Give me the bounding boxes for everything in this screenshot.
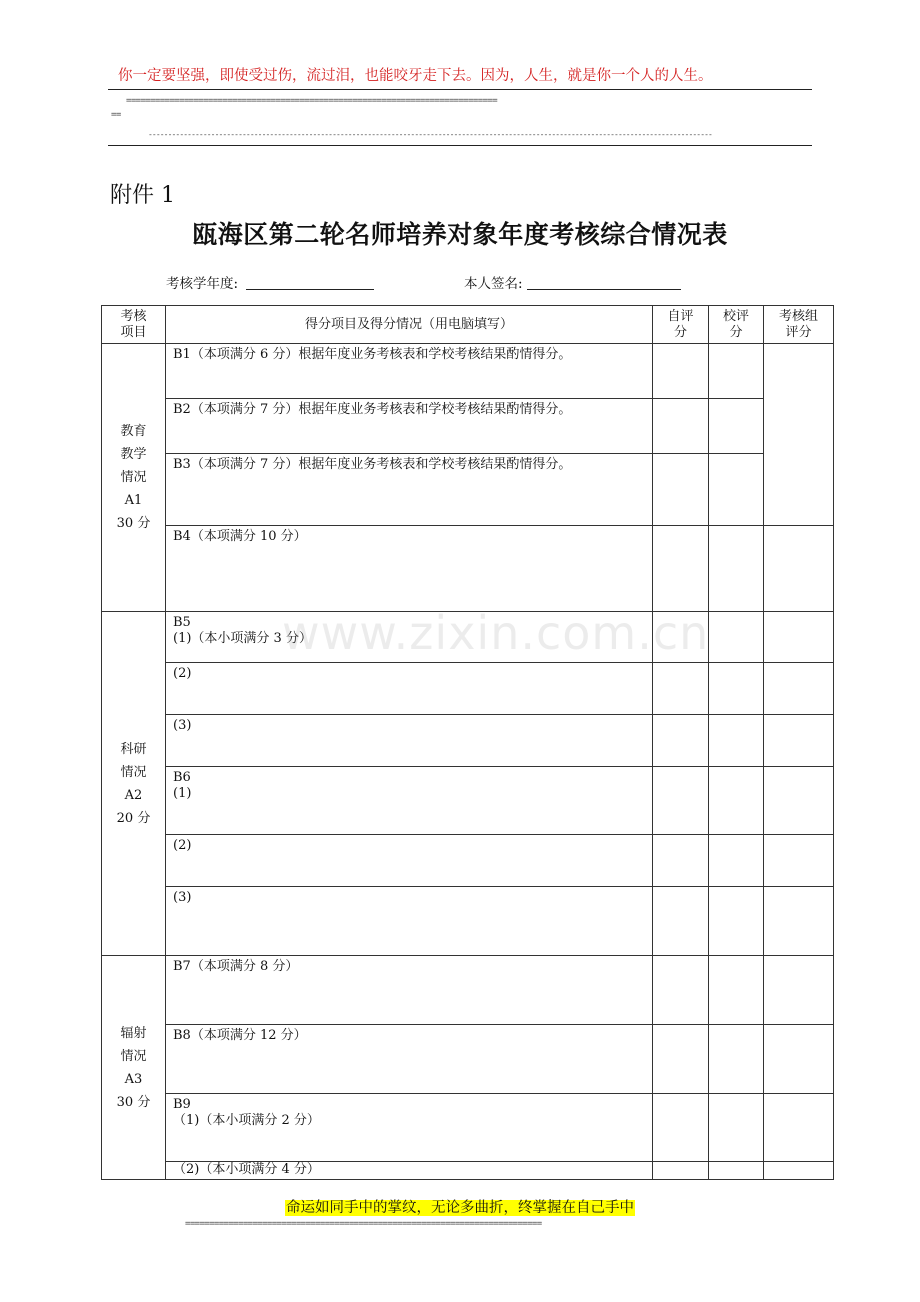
attachment-label: 附件 1 <box>110 183 175 208</box>
self-score-cell[interactable] <box>653 526 709 612</box>
header-motto: 你一定要坚强，即使受过伤，流过泪，也能咬牙走下去。因为，人生，就是你一个人的人生。 <box>118 68 713 84</box>
header-panel-score: 考核组 评分 <box>764 306 834 344</box>
assessment-table <box>101 305 834 1180</box>
item-b2[interactable]: B2（本项满分 7 分）根据年度业务考核表和学校考核结果酌情得分。 <box>166 399 653 454</box>
self-score-cell[interactable] <box>653 612 709 663</box>
item-b9-2[interactable]: （2)（本小项满分 4 分） <box>166 1162 653 1180</box>
school-score-cell[interactable] <box>709 715 764 767</box>
table-row <box>102 612 834 663</box>
school-score-cell[interactable] <box>709 835 764 887</box>
category-a2: 科研 情况 A2 20 分 <box>102 612 166 956</box>
panel-score-cell[interactable] <box>764 887 834 956</box>
item-b8[interactable]: B8（本项满分 12 分） <box>166 1025 653 1094</box>
self-score-cell[interactable] <box>653 715 709 767</box>
item-b5-3[interactable]: (3) <box>166 715 653 767</box>
panel-score-cell[interactable] <box>764 835 834 887</box>
header-rule-top <box>108 89 812 90</box>
footer-motto <box>0 1196 920 1217</box>
school-score-cell[interactable] <box>709 1094 764 1162</box>
header-equals-line: ============================================================================= <box>126 96 498 106</box>
panel-score-cell[interactable] <box>764 344 834 526</box>
table-row <box>102 1094 834 1162</box>
item-b5-2[interactable]: (2) <box>166 663 653 715</box>
item-b3[interactable]: B3（本项满分 7 分）根据年度业务考核表和学校考核结果酌情得分。 <box>166 454 653 526</box>
school-score-cell[interactable] <box>709 454 764 526</box>
item-b6-1[interactable]: B6 (1) <box>166 767 653 835</box>
header-items: 得分项目及得分情况（用电脑填写） <box>166 306 653 344</box>
header-equals-line-wrap: == <box>111 110 121 120</box>
self-score-cell[interactable] <box>653 344 709 399</box>
self-score-cell[interactable] <box>653 1162 709 1180</box>
school-score-cell[interactable] <box>709 612 764 663</box>
self-score-cell[interactable] <box>653 767 709 835</box>
year-label: 考核学年度: <box>166 276 239 292</box>
footer-equals-line: ========================================================================== <box>185 1219 542 1229</box>
item-b9-1[interactable]: B9 （1)（本小项满分 2 分） <box>166 1094 653 1162</box>
table-row <box>102 526 834 612</box>
panel-score-cell[interactable] <box>764 956 834 1025</box>
table-row <box>102 663 834 715</box>
self-score-cell[interactable] <box>653 1025 709 1094</box>
item-b5-1[interactable]: B5 (1)（本小项满分 3 分） <box>166 612 653 663</box>
year-blank[interactable] <box>246 275 374 290</box>
self-score-cell[interactable] <box>653 399 709 454</box>
panel-score-cell[interactable] <box>764 612 834 663</box>
footer-motto-text: 命运如同手中的掌纹，无论多曲折，终掌握在自己手中 <box>286 1200 634 1216</box>
table-row <box>102 1162 834 1180</box>
year-field <box>166 272 374 292</box>
table-row <box>102 1025 834 1094</box>
item-b6-2[interactable]: (2) <box>166 835 653 887</box>
category-a3: 辐射 情况 A3 30 分 <box>102 956 166 1180</box>
header-self-score: 自评 分 <box>653 306 709 344</box>
table-row <box>102 344 834 399</box>
panel-score-cell[interactable] <box>764 1094 834 1162</box>
item-b1[interactable]: B1（本项满分 6 分）根据年度业务考核表和学校考核结果酌情得分。 <box>166 344 653 399</box>
panel-score-cell[interactable] <box>764 767 834 835</box>
panel-score-cell[interactable] <box>764 526 834 612</box>
self-score-cell[interactable] <box>653 1094 709 1162</box>
self-score-cell[interactable] <box>653 887 709 956</box>
school-score-cell[interactable] <box>709 1025 764 1094</box>
signature-label: 本人签名: <box>464 276 523 292</box>
header-dash-line: ------------------------------------------------------------------------------------------------------------------------------------------------ <box>148 130 712 139</box>
school-score-cell[interactable] <box>709 1162 764 1180</box>
page-title: 瓯海区第二轮名师培养对象年度考核综合情况表 <box>192 220 728 249</box>
panel-score-cell[interactable] <box>764 1162 834 1180</box>
table-header-row <box>102 306 834 344</box>
table-row <box>102 767 834 835</box>
signature-blank[interactable] <box>527 275 681 290</box>
self-score-cell[interactable] <box>653 835 709 887</box>
school-score-cell[interactable] <box>709 956 764 1025</box>
school-score-cell[interactable] <box>709 344 764 399</box>
item-b7[interactable]: B7（本项满分 8 分） <box>166 956 653 1025</box>
school-score-cell[interactable] <box>709 767 764 835</box>
header-school-score: 校评 分 <box>709 306 764 344</box>
item-b6-3[interactable]: (3) <box>166 887 653 956</box>
panel-score-cell[interactable] <box>764 715 834 767</box>
school-score-cell[interactable] <box>709 399 764 454</box>
school-score-cell[interactable] <box>709 887 764 956</box>
self-score-cell[interactable] <box>653 663 709 715</box>
self-score-cell[interactable] <box>653 956 709 1025</box>
header-rule-bottom <box>108 145 812 146</box>
category-a1: 教育 教学 情况 A1 30 分 <box>102 344 166 612</box>
signature-field <box>464 272 681 292</box>
table-row <box>102 399 834 454</box>
table-row <box>102 956 834 1025</box>
table-row <box>102 887 834 956</box>
panel-score-cell[interactable] <box>764 663 834 715</box>
item-b4[interactable]: B4（本项满分 10 分） <box>166 526 653 612</box>
header-category: 考核 项目 <box>102 306 166 344</box>
school-score-cell[interactable] <box>709 663 764 715</box>
table-row <box>102 715 834 767</box>
watermark: www.zixin.com.cn <box>282 606 710 660</box>
table-row <box>102 454 834 526</box>
school-score-cell[interactable] <box>709 526 764 612</box>
panel-score-cell[interactable] <box>764 1025 834 1094</box>
table-row <box>102 835 834 887</box>
self-score-cell[interactable] <box>653 454 709 526</box>
